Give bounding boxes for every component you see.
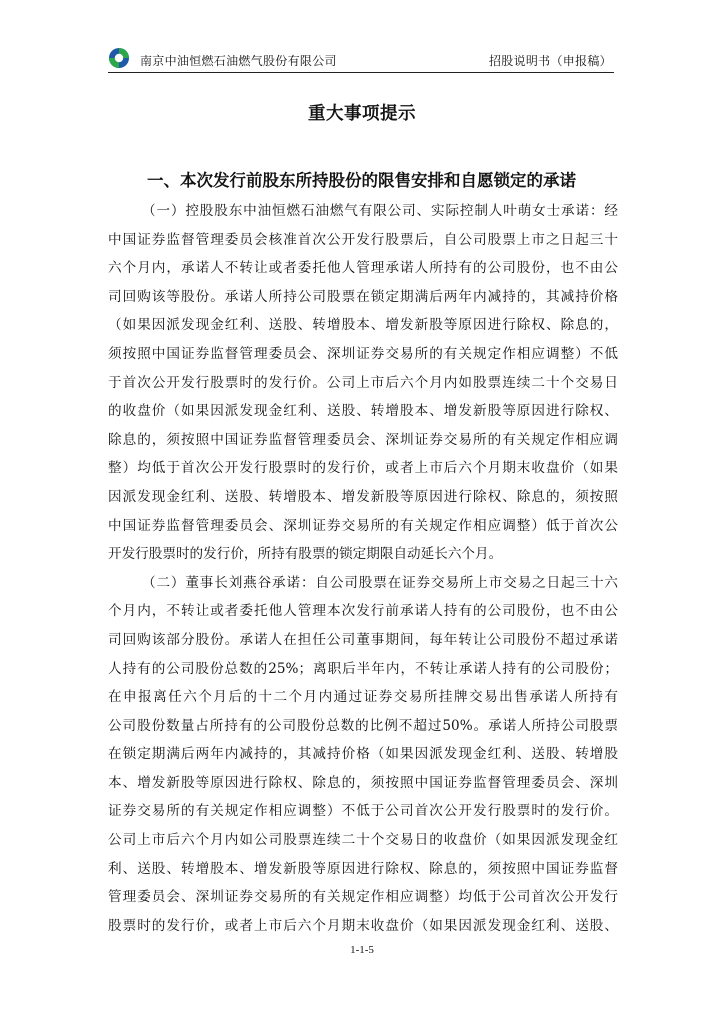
document-type: 招股说明书（申报稿） xyxy=(488,54,612,68)
text-line: 管理委员会、深圳证券交易所的有关规定作相应调整）均低于公司首次公开发行 xyxy=(108,889,618,906)
text-line: （一）控股股东中油恒燃石油燃气有限公司、实际控制人叶萌女士承诺：经 xyxy=(142,203,618,219)
text-line: （二）董事长刘燕谷承诺：自公司股票在证券交易所上市交易之日起三十六 xyxy=(142,574,618,591)
company-logo-icon xyxy=(108,47,130,69)
text-line: 在锁定期满后两年内减持的，其减持价格（如果因派发现金红利、送股、转增股 xyxy=(108,746,618,763)
company-name: 南京中油恒燃石油燃气股份有限公司 xyxy=(140,54,337,68)
text-line: 中国证券监督管理委员会、深圳证券交易所的有关规定作相应调整）低于首次公 xyxy=(108,517,618,534)
text-line: 利、送股、转增股本、增发新股等原因进行除权、除息的，须按照中国证券监督 xyxy=(108,860,618,877)
text-line: 除息的，须按照中国证券监督管理委员会、深圳证券交易所的有关规定作相应调 xyxy=(108,431,618,448)
text-line: 整）均低于首次公开发行股票时的发行价，或者上市后六个月期末收盘价（如果 xyxy=(108,460,618,477)
paragraph xyxy=(108,197,618,569)
text-line: 证券交易所的有关规定作相应调整）不低于公司首次公开发行股票时的发行价。 xyxy=(108,803,618,820)
text-line: 因派发现金红利、送股、转增股本、增发新股等原因进行除权、除息的，须按照 xyxy=(108,488,618,505)
text-line: （如果因派发现金红利、送股、转增股本、增发新股等原因进行除权、除息的， xyxy=(108,317,618,334)
text-line: 本、增发新股等原因进行除权、除息的，须按照中国证券监督管理委员会、深圳 xyxy=(108,774,618,791)
body-text xyxy=(108,197,618,940)
page-title: 重大事项提示 xyxy=(308,104,416,124)
text-line: 在申报离任六个月后的十二个月内通过证券交易所挂牌交易出售承诺人所持有 xyxy=(108,689,618,706)
text-line: 司回购该等股份。承诺人所持公司股票在锁定期满后两年内减持的，其减持价格 xyxy=(108,288,618,305)
text-line: 司回购该部分股份。承诺人在担任公司董事期间，每年转让公司股份不超过承诺 xyxy=(108,631,618,648)
text-line: 公司股份数量占所持有的公司股份总数的比例不超过50%。承诺人所持公司股票 xyxy=(108,717,618,734)
text-line: 公司上市后六个月内如公司股票连续二十个交易日的收盘价（如果因派发现金红 xyxy=(108,832,618,849)
text-line: 中国证券监督管理委员会核准首次公开发行股票后，自公司股票上市之日起三十 xyxy=(108,231,618,248)
section-heading: 一、本次发行前股东所持股份的限售安排和自愿锁定的承诺 xyxy=(147,171,576,190)
text-line: 的收盘价（如果因派发现金红利、送股、转增股本、增发新股等原因进行除权、 xyxy=(108,403,618,420)
paragraph xyxy=(108,569,618,941)
page-header xyxy=(108,44,614,73)
text-line: 六个月内，承诺人不转让或者委托他人管理承诺人所持有的公司股份，也不由公 xyxy=(108,260,618,277)
text-line: 人持有的公司股份总数的25%；离职后半年内，不转让承诺人持有的公司股份； xyxy=(108,660,618,677)
text-line: 个月内，不转让或者委托他人管理本次发行前承诺人持有的公司股份，也不由公 xyxy=(108,603,618,620)
text-line: 开发行股票时的发行价，所持有股票的锁定期限自动延长六个月。 xyxy=(108,546,503,563)
text-line: 股票时的发行价，或者上市后六个月期末收盘价（如果因派发现金红利、送股、 xyxy=(108,917,618,934)
text-line: 须按照中国证券监督管理委员会、深圳证券交易所的有关规定作相应调整）不低 xyxy=(108,345,618,362)
page-number: 1-1-5 xyxy=(350,944,374,956)
text-line: 于首次公开发行股票时的发行价。公司上市后六个月内如股票连续二十个交易日 xyxy=(108,374,618,391)
